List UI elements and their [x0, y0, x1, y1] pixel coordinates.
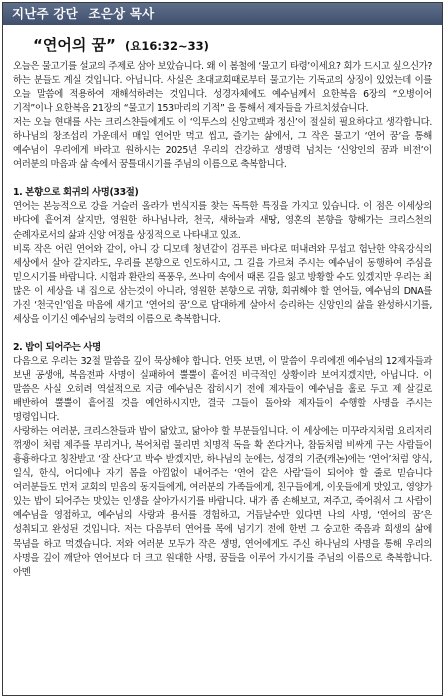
body-paragraph: 다음으로 우리는 32절 말씀을 깊이 묵상해야 합니다. 언뜻 보면, 이 말씀이 우리에겐 예수님의 12제자들과 보낸 공생애, 복음전파 사명이 실패하여 뿔뿔이 흩어진 비극적인 상황이라 보여지겠지만, 아닙니다. 이 말씀은 사실 오히려 역설적으로 지금 예수님은 잡히시기 전에 제자들이 예수님을 홀로 두고 제 살길로 배반하여 뿔뿔이 흩어질 것을 예언하시지만, 결국 그들이 돌아와 제자들이 수행할 사명을 주시는 명령입니다. [13, 355, 432, 424]
body-paragraph: 비록 작은 어린 연어와 같이, 아니 강 디모데 청년같이 검푸른 바다로 떠내려와 무섭고 험난한 약육강식의 세상에서 살아 갈지라도, 우리를 본향으로 인도하시고, 그 길을 가르쳐 주시는 예수님이 동행하여 주심을 믿으시기를 바랍니다. 시험과 환란의 폭풍우, 쓰나미 속에서 때론 길을 잃고 방황할 수도 있겠지만 우리는 최 많은 이 세상을 내 집으로 삼는것이 아니라, 영원한 본향으로 귀향, 회귀해야 할 연어들, 예수님의 DNA를 가진 ‘천국인’임을 마음에 새기고 ‘연어의 꿈’으로 담대하게 살아서 승리하는 신앙인의 삶을 완성하시기를, 세상을 이기신 예수님의 능력의 이름으로 축복합니다. [13, 243, 432, 325]
sermon-title: “연어의 꿈” [33, 36, 116, 54]
section-header-bar [3, 3, 442, 25]
speaker-name: 조은상 목사 [88, 6, 155, 21]
intro-paragraph: 저는 오늘 현대를 사는 크리스챤들에게도 이 ‘익투스의 신앙고백과 정신’이 절실히 필요하다고 생각합니다. 하나님의 창조섭리 가운데서 매일 연어만 먹고 씹고, 즐기는 삶에서, 그 작은 물고기 ‘연어 꿈’을 통해 예수님이 우리에게 바라고 원하시는 2025년 우리의 건강하고 생명력 넘치는 ‘신앙인의 꿈과 비전’이 여러분의 마음과 삶 속에서 꿈틀대시기를 주님의 이름으로 축복합니다. [13, 117, 432, 171]
sermon-content [3, 25, 442, 580]
intro-paragraph: 오늘은 물고기를 설교의 주제로 삼아 보았습니다. 왜 이 봄철에 ‘물고기 타령’이세요? 회가 드시고 싶으신가? 하는 분들도 계실 것입니다. 아닙니다. 사실은 초대교회때로부터 물고기는 기독교의 상징이 있었는데 이를 오늘 말씀에 적용하여 재해석하려는 것입니다. 성경자체에도 예수님께서 요한복음 6장의 “오병이어 기적”이나 요한복음 21장의 “물고기 153마리의 기적” 을 통해서 제자들을 가르치셨습니다. [13, 61, 432, 115]
section-label: 지난주 강단 [12, 6, 78, 21]
sermon-title-line [33, 35, 432, 56]
body-paragraph: 연어는 본능적으로 강을 거슬러 올라가 번식지를 찾는 독특한 특징을 가지고 있습니다. 이 점은 이세상의 바다에 흩어져 살지만, 영원한 하나님나라, 천국, 새하늘과 새땅, 영혼의 본향을 향해가는 크리스천의 순례자로서의 삶과 신앙 여정을 상징적으로 나타내고 있죠. [13, 201, 432, 241]
body-paragraph: 사랑하는 여러분, 크리스찬들과 밥이 닮았고, 닮아야 할 부분들입니다. 이 세상에는 미꾸라지처럼 요리저리 꺾쟁이 처럼 제주를 부리거나, 복어처럼 물리면 치명적 독을 확 쏜다거나, 참돔처럼 비싸게 구는 사람들이 흉흉하다고 칭찬받고 ‘잘 산다’고 박수 받겠지만, 하나님의 눈에는, 성경의 기준(캐논)에는 ‘연어’처럼 양식, 일식, 한식, 어디에나 자기 몸을 아낌없이 내어주는 ‘연어 같은 사람’들이 되어야 할 줄로 믿습니다 여러분들도 먼저 교회의 믿음의 동지들에게, 여러분의 가족들에게, 친구들에게, 이웃들에게 맛있고, 영양가 있는 밥이 되어주는 맛있는 인생을 살아가시기를 바랍니다. 내가 좀 손해보고, 져주고, 죽어줘서 그 사람이 예수님을 영접하고, 예수님의 사랑과 용서를 경험하고, 거듭날수만 있다면 나의 사명, ‘연어의 꿈’은 성취되고 완성된 것입니다. 저는 다음부터 연어를 목에 넘기기 전에 한번 그 숭고한 죽음과 희생의 삶에 묵념을 하고 먹겠습니다. 저와 여러분 모두가 작은 생명, 연어에게도 주신 하나님의 사명을 통해 우리의 사명을 깊이 깨닫아 연어보다 더 크고 원대한 사명, 꿈들을 이루어 가시기를 주님의 이름으로 축복합니다. 아멘 [13, 426, 432, 578]
scripture-reference: (요16:32~33) [125, 39, 209, 53]
section-heading: 1. 본향으로 회귀의 사명(33절) [13, 187, 139, 199]
bulletin-page [2, 2, 443, 696]
paragraph-gap [13, 172, 432, 186]
section-heading: 2. 밥이 되어주는 사명 [13, 341, 101, 353]
paragraph-gap [13, 327, 432, 341]
